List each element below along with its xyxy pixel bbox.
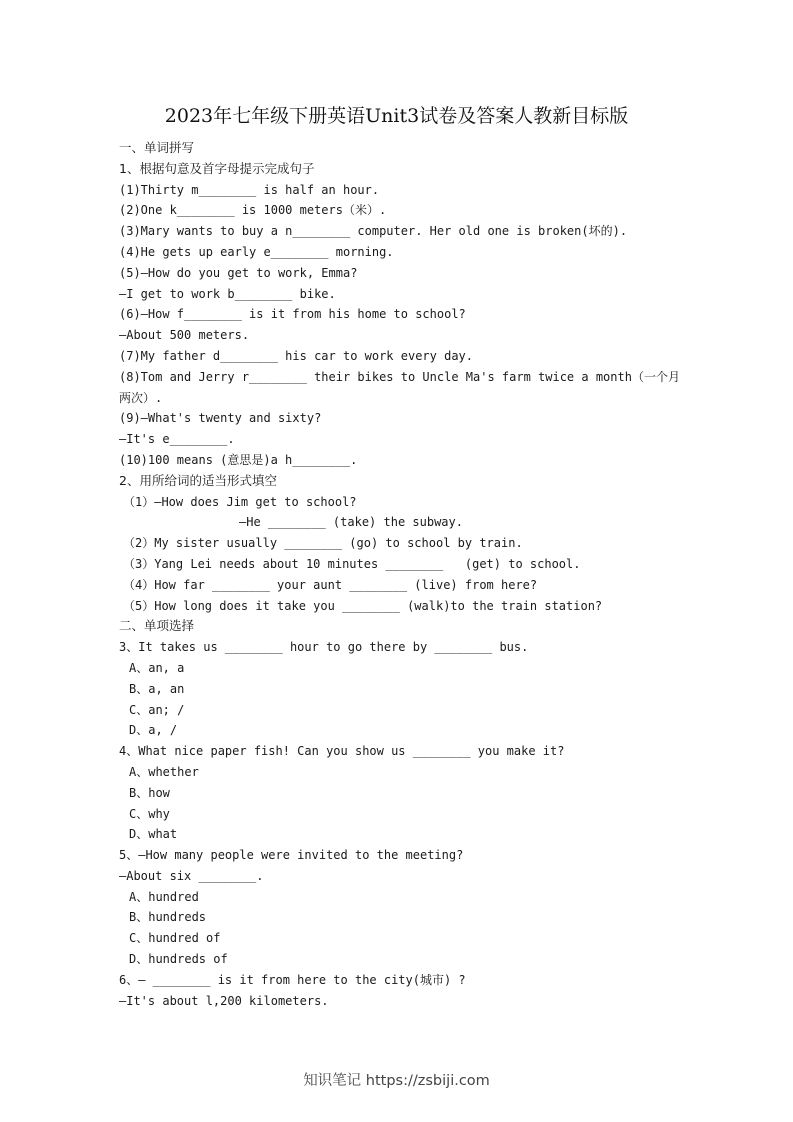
question-line: （5）How long does it take you ________ (walk)to the train station? (123, 598, 603, 613)
section-heading: 二、单项选择 (119, 618, 195, 634)
question-line: —I get to work b________ bike. (119, 286, 336, 301)
question-line: (6)—How f________ is it from his home to school? (119, 307, 466, 322)
question-line: （1）—How does Jim get to school? (123, 494, 357, 509)
answer-option: C、an; / (129, 702, 185, 717)
answer-option: B、how (129, 785, 170, 800)
question-line: （4）How far ________ your aunt ________ (live) from here? (123, 577, 538, 592)
question-line: —He ________ (take) the subway. (239, 515, 463, 530)
question-line: (5)—How do you get to work, Emma? (119, 265, 358, 280)
question-line: (1)Thirty m________ is half an hour. (119, 182, 380, 197)
question-line: —About 500 meters. (119, 328, 250, 343)
question-line: 6、— ________ is it from here to the city(城市) ? (119, 972, 466, 987)
question-line: —It's about l,200 kilometers. (119, 993, 329, 1008)
question-heading: 1、根据句意及首字母提示完成句子 (119, 160, 315, 176)
answer-option: B、hundreds (129, 910, 207, 925)
answer-option: A、an, a (129, 660, 185, 675)
answer-option: D、what (129, 827, 178, 842)
answer-option: D、hundreds of (129, 952, 228, 967)
question-line: (4)He gets up early e________ morning. (119, 244, 394, 259)
question-line: (9)—What's twenty and sixty? (119, 411, 322, 426)
question-line: （3）Yang Lei needs about 10 minutes ________ (get) to school. (123, 556, 581, 571)
question-line: (2)One k________ is 1000 meters（米）. (119, 203, 387, 218)
question-line: （2）My sister usually ________ (go) to school by train. (123, 536, 523, 551)
section-heading: 一、单词拼写 (119, 140, 195, 155)
question-line: (8)Tom and Jerry r________ their bikes to Uncle Ma's farm twice a month（一个月 (119, 369, 680, 384)
question-line: 5、—How many people were invited to the meeting? (119, 848, 464, 863)
question-line: —About six ________. (119, 868, 264, 883)
answer-option: C、hundred of (129, 931, 221, 946)
document-title: 2023年七年级下册英语Unit3试卷及答案人教新目标版 (164, 105, 629, 127)
answer-option: B、a, an (129, 681, 185, 696)
answer-option: A、hundred (129, 889, 199, 904)
question-line: 4、What nice paper fish! Can you show us ________ you make it? (119, 744, 565, 759)
question-line: 两次）. (119, 390, 163, 405)
document-body (119, 138, 699, 1011)
answer-option: C、why (129, 806, 170, 821)
question-line: (10)100 means (意思是)a h________. (119, 452, 358, 467)
question-line: (7)My father d________ his car to work every day. (119, 348, 474, 363)
answer-option: A、whether (129, 764, 199, 779)
question-line: (3)Mary wants to buy a n________ computer. Her old one is broken(坏的). (119, 224, 628, 239)
answer-option: D、a, / (129, 723, 178, 738)
question-line: 3、It takes us ________ hour to go there by ________ bus. (119, 640, 529, 655)
watermark-footer: 知识笔记 https://zsbiji.com (303, 1073, 490, 1089)
question-heading: 2、用所给词的适当形式填空 (119, 472, 277, 488)
question-line: —It's e________. (119, 432, 235, 447)
